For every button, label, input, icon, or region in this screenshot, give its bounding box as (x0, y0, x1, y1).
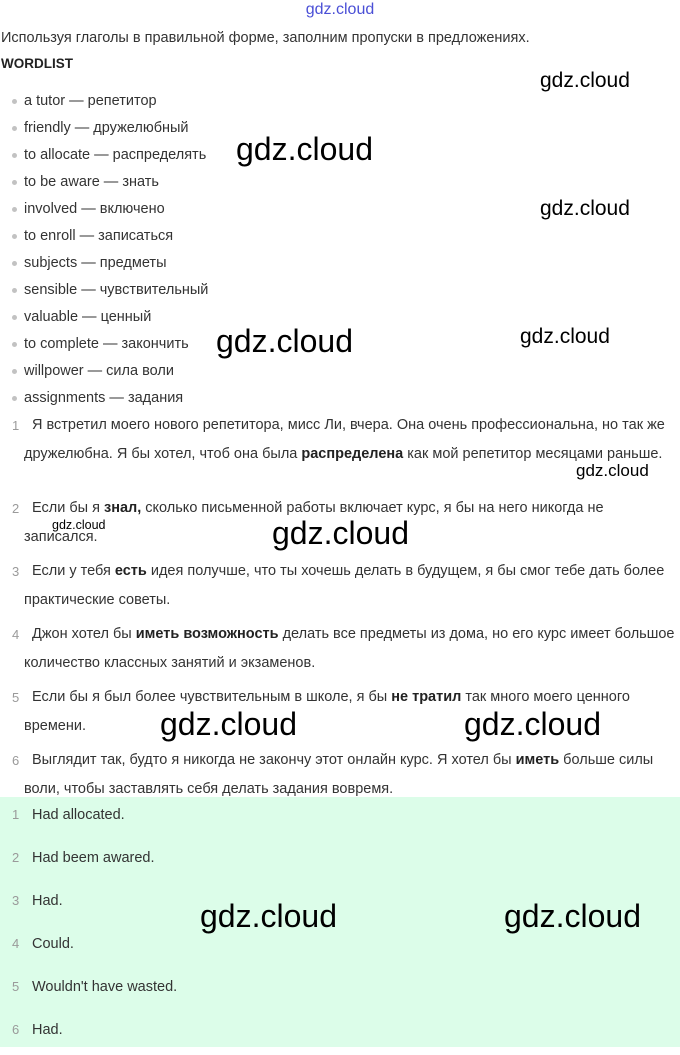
header-watermark: gdz.cloud (305, 1, 375, 18)
answer-text: Wouldn't have wasted. (32, 979, 178, 995)
item-text-after: идея получше, что ты хочешь делать в будущем, я бы смог тебе дать более практические советы. (24, 563, 665, 608)
watermark: gdz.cloud (200, 898, 337, 934)
item-number: 4 (12, 627, 20, 642)
answer-text: Had beem awared. (32, 850, 155, 866)
answer-text: Had. (32, 1022, 63, 1038)
answer-number: 3 (12, 893, 20, 908)
watermark: gdz.cloud (520, 325, 610, 348)
wordlist-item: a tutor — репетитор (0, 89, 208, 116)
item-text (24, 620, 680, 678)
answer-item (0, 926, 74, 969)
item-answer-bold: не тратил (391, 689, 462, 705)
watermark: gdz.cloud (52, 518, 106, 532)
item-answer-bold: есть (114, 563, 147, 579)
wordlist-item: to enroll — записаться (0, 224, 208, 251)
item-text-before: Джон хотел бы (32, 626, 136, 642)
wordlist-item: to complete — закончить (0, 332, 208, 359)
item-number: 5 (12, 690, 20, 705)
item-number: 2 (12, 501, 20, 516)
watermark: gdz.cloud (236, 131, 373, 167)
answer-item (0, 1012, 63, 1055)
item-text-after: больше силы воли, чтобы заставлять себя делать задания вовремя. (24, 752, 654, 797)
wordlist-item: sensible — чувствительный (0, 278, 208, 305)
exercise-item (0, 746, 680, 804)
item-number: 6 (12, 753, 20, 768)
answer-item (0, 840, 155, 883)
answer-number: 6 (12, 1022, 20, 1037)
answer-number: 1 (12, 807, 20, 822)
item-text (24, 746, 680, 804)
wordlist-item: to be aware — знать (0, 170, 208, 197)
wordlist-item: subjects — предметы (0, 251, 208, 278)
answer-item (0, 883, 63, 926)
answer-text: Had allocated. (32, 807, 125, 823)
item-answer-bold: знал, (103, 500, 142, 516)
watermark: gdz.cloud (540, 69, 630, 92)
watermark: gdz.cloud (272, 515, 409, 551)
answer-item (0, 969, 177, 1012)
watermark: gdz.cloud (464, 706, 601, 742)
exercise-item (0, 557, 680, 615)
answer-text: Had. (32, 893, 63, 909)
watermark: gdz.cloud (540, 197, 630, 220)
watermark: gdz.cloud (216, 323, 353, 359)
wordlist-item: willpower — сила воли (0, 359, 208, 386)
item-number: 1 (12, 418, 20, 433)
item-number: 3 (12, 564, 20, 579)
wordlist-item: valuable — ценный (0, 305, 208, 332)
wordlist-heading: WORDLIST (1, 56, 73, 71)
item-text (24, 557, 680, 615)
item-text-before: Если у тебя (32, 563, 115, 579)
exercise-item (0, 620, 680, 678)
answer-number: 4 (12, 936, 20, 951)
item-text-before: Если бы я был более чувствительным в школе, я бы (32, 689, 392, 705)
wordlist-item: involved — включено (0, 197, 208, 224)
intro-text: Используя глаголы в правильной форме, заполним пропуски в предложениях. (1, 30, 530, 46)
item-text-before: Выглядит так, будто я никогда не закончу этот онлайн курс. Я хотел бы (32, 752, 516, 768)
item-text-after: сколько письменной работы включает курс, я бы на него никогда не записался. (24, 500, 604, 545)
wordlist (0, 89, 208, 413)
answer-text: Could. (32, 936, 74, 952)
item-text-after: делать все предметы из дома, но его курс имеет большое количество классных занятий и экзаменов. (24, 626, 675, 671)
wordlist-item: to allocate — распределять (0, 143, 208, 170)
answer-number: 2 (12, 850, 20, 865)
wordlist-item: friendly — дружелюбный (0, 116, 208, 143)
item-answer-bold: иметь возможность (135, 626, 279, 642)
item-answer-bold: иметь (515, 752, 560, 768)
watermark: gdz.cloud (160, 706, 297, 742)
watermark: gdz.cloud (576, 461, 649, 480)
watermark: gdz.cloud (504, 898, 641, 934)
item-text-after: как мой репетитор месяцами раньше. (403, 446, 663, 462)
answer-item (0, 797, 125, 840)
item-text-after: так много моего ценного времени. (24, 689, 630, 734)
item-text-before: Если бы я (32, 500, 104, 516)
item-answer-bold: распределена (301, 446, 404, 462)
answer-number: 5 (12, 979, 20, 994)
wordlist-item: assignments — задания (0, 386, 208, 413)
item-text-before: Я встретил моего нового репетитора, мисс Ли, вчера. Она очень профессиональна, но так же дружелюбна. Я бы хотел, чтоб она была (24, 417, 665, 462)
